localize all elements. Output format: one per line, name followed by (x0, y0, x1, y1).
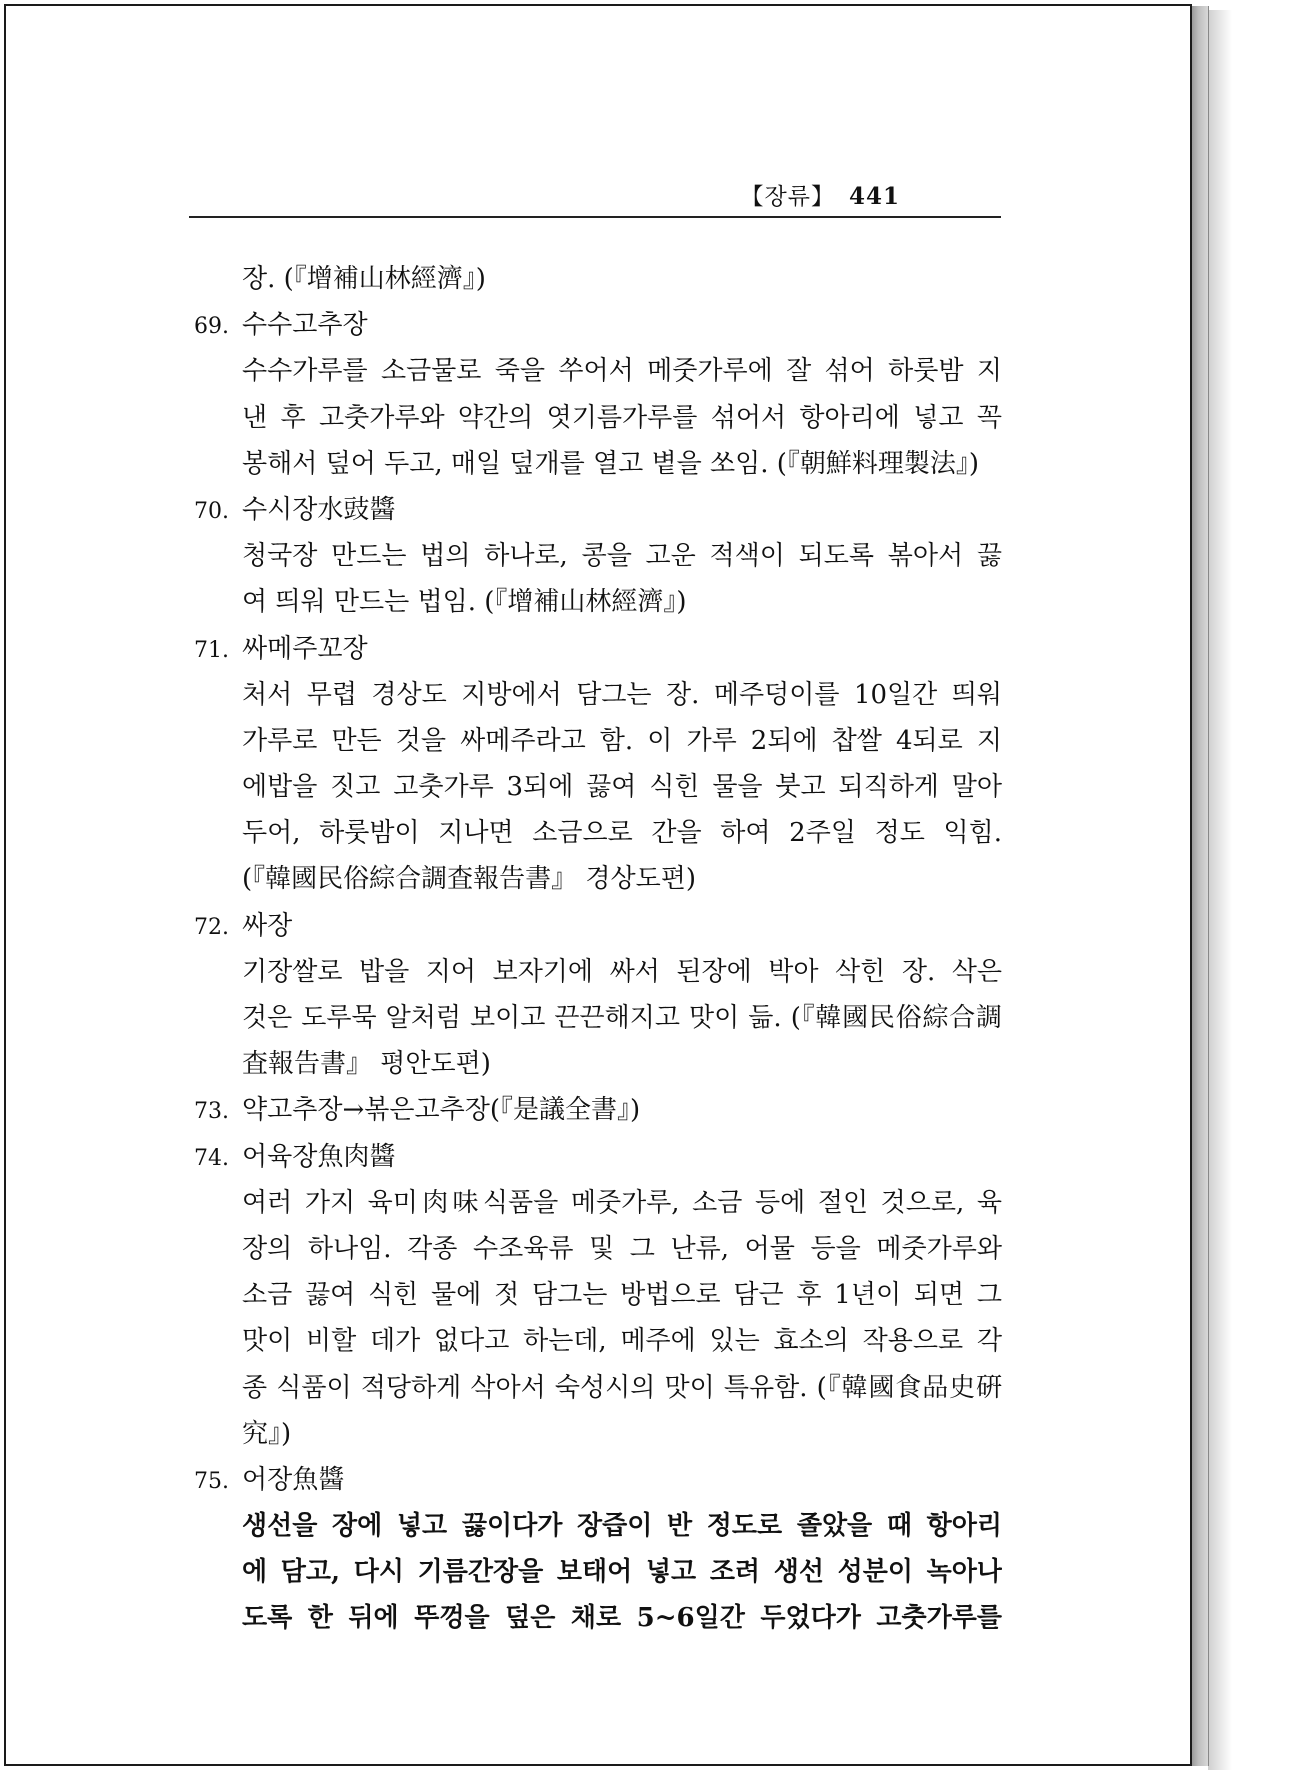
body-text-line: 에 담고, 다시 기름간장을 보태어 넣고 조려 생선 성분이 녹아나 (242, 1557, 1002, 1588)
body-text-line: 기장쌀로 밥을 지어 보자기에 싸서 된장에 박아 삭힌 장. 삭은 (242, 956, 1002, 987)
entry-number: 71. (194, 637, 229, 663)
entry-title: 어육장魚肉醬 (242, 1141, 396, 1172)
entry-number: 69. (194, 314, 229, 340)
entry-number: 73. (194, 1099, 229, 1125)
entry-title: 싸메주꼬장 (242, 633, 368, 664)
entry-title: 수수고추장 (242, 310, 368, 341)
body-text-line: 청국장 만드는 법의 하나로, 콩을 고운 적색이 되도록 볶아서 끓 (242, 541, 1002, 572)
body-text-line: (『韓國民俗綜合調査報告書』 경상도편) (242, 864, 697, 895)
entry-number: 72. (194, 914, 229, 940)
entry-title: 어장魚醬 (242, 1464, 345, 1495)
entry-heading (194, 1087, 1002, 1133)
body-text-line: 査報告書』 평안도편) (242, 1049, 491, 1080)
body-text-line: 것은 도루묵 알처럼 보이고 끈끈해지고 맛이 듦. (『韓國民俗綜合調 (242, 1003, 1002, 1033)
body-text-line: 두어, 하룻밤이 지나면 소금으로 간을 하여 2주일 정도 익힘. (242, 818, 1002, 849)
body-text-line: 종 식품이 적당하게 삭아서 숙성시의 맛이 특유함. (『韓國食品史硏 (242, 1372, 1002, 1403)
body-text-line: 장의 하나임. 각종 수조육류 및 그 난류, 어물 등을 메줏가루와 (242, 1233, 1002, 1264)
body-text-line: 여 띄워 만드는 법임. (『增補山林經濟』) (242, 587, 687, 618)
body-text-line: 究』) (242, 1418, 292, 1449)
body-text-line: 소금 끓여 식힌 물에 젓 담그는 방법으로 담근 후 1년이 되면 그 (242, 1280, 1002, 1311)
entry-number: 74. (194, 1145, 229, 1171)
entry-heading (194, 1457, 1002, 1503)
entry-heading (194, 903, 1002, 949)
body-text-line: 도록 한 뒤에 뚜껑을 덮은 채로 5~6일간 두었다가 고춧가루를 (242, 1603, 1002, 1634)
page-shadow (1208, 10, 1232, 1770)
page-body (194, 256, 1002, 1642)
body-text-line: 봉해서 덮어 두고, 매일 덮개를 열고 볕을 쏘임. (『朝鮮料理製法』) (242, 448, 980, 479)
entry-number: 75. (194, 1468, 229, 1494)
entry-title: 수시장水豉醬 (242, 494, 396, 525)
running-header (741, 178, 900, 211)
body-text-line: 가루로 만든 것을 싸메주라고 함. 이 가루 2되에 찹쌀 4되로 지 (242, 725, 1002, 756)
entry-heading (194, 487, 1002, 533)
body-text-line: 수수가루를 소금물로 죽을 쑤어서 메줏가루에 잘 섞어 하룻밤 지 (242, 356, 1002, 387)
page-edge (1192, 6, 1209, 1766)
body-text-line: 처서 무렵 경상도 지방에서 담그는 장. 메주덩이를 10일간 띄워 (242, 679, 1002, 710)
body-text-line: 생선을 장에 넣고 끓이다가 장즙이 반 정도로 졸았을 때 항아리 (242, 1511, 1002, 1542)
body-text-line: 여러 가지 육미肉味식품을 메줏가루, 소금 등에 절인 것으로, 육 (242, 1187, 1002, 1218)
body-text-line: 맛이 비할 데가 없다고 하는데, 메주에 있는 효소의 작용으로 각 (242, 1326, 1002, 1357)
page-number: 441 (848, 183, 900, 210)
book-page (4, 4, 1192, 1766)
continued-text-line: 장. (『增補山林經濟』) (242, 264, 486, 294)
entry-title: 싸장 (242, 910, 293, 941)
body-text-line: 낸 후 고춧가루와 약간의 엿기름가루를 섞어서 항아리에 넣고 꼭 (242, 402, 1002, 433)
entry-heading (194, 626, 1002, 672)
entry-heading (194, 1134, 1002, 1180)
header-rule (189, 216, 1001, 218)
entry-title: 약고추장→볶은고추장(『是議全書』) (242, 1095, 641, 1126)
body-text-line: 에밥을 짓고 고춧가루 3되에 끓여 식힌 물을 붓고 되직하게 말아 (242, 772, 1002, 803)
entry-number: 70. (194, 498, 229, 524)
entry-heading (194, 302, 1002, 348)
section-title: 【장류】 (740, 184, 835, 210)
